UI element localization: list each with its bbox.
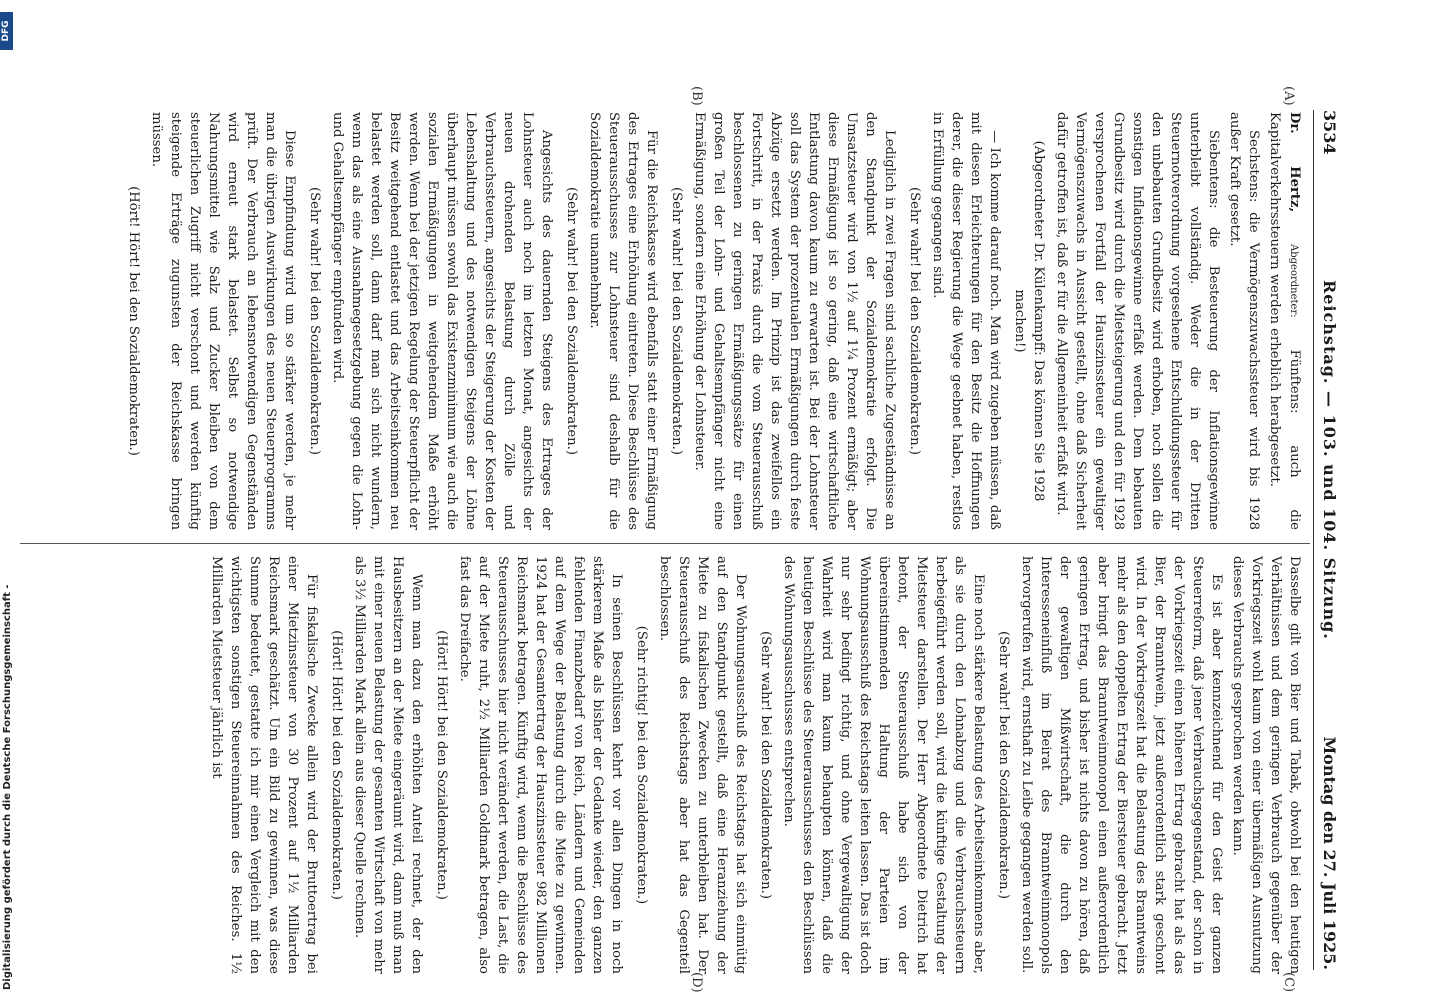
interjection: (Sehr wahr! bei den Sozialdemokraten.) [307,187,322,455]
left-column [34,112,1304,530]
interjection: (Sehr wahr! bei den Sozialdemokraten.) [669,187,684,455]
document-page [14,0,1434,1000]
interjection: (Sehr wahr! bei den Sozialdemokraten.) [996,631,1011,899]
paragraph: Dasselbe gilt von Bier und Tabak, obwohl bei den heutigen Verhältnissen und dem geringen Verbrauch gegenüber der Vorkriegszeit wohl kaum von einer übermäßigen Ausnutzung dieses Verbrauchs gesprochen werden kann. [1230,556,1302,974]
paragraph: Eine noch stärkere Belastung des Arbeitseinkommens aber, als sie durch den Lohnabzug und die Verbrauchssteuern herbeigeführt werden soll, wird die künftige Gestaltung der Mietsteuer darstellen. Der Herr Abgeordnete Dietrich hat betont, der Steuerausschuß habe sich von der übereinstimmenden Haltung der Parteien im Wohnungsausschuß des Reichstags leiten lassen. Das ist doch nur sehr bedingt richtig, und ohne Vergewaltigung der Wahrheit wird man kaum behaupten können, daß die heutigen Beschlüsse des Steuerausschusses den Beschlüssen des Wohnungsausschusses entsprechen. [781,556,986,974]
running-title: Reichstag. — 103. und 104. Sitzung. [1320,280,1339,640]
speaker-line [1265,112,1304,530]
paragraph: Für die Reichskasse wird ebenfalls statt einer Ermäßigung des Ertrages eine Erhöhung eintreten. Diese Beschlüsse des Steuerausschusses zur Lohnsteuer sind deshalb für die Sozialdemokratie unannehmbar. [587,112,659,530]
paragraph: In seinen Beschlüssen kehrt vor allen Dingen in noch stärkerem Maße als bisher der Gedanke wieder, den ganzen fehlenden Finanzbedarf von Reich, Ländern und Gemeinden auf dem Wege der Belastung durch die Miete zu gewinnen. 1924 hat der Gesamtertrag der Hauszinssteuer 982 Millionen Reichsmark betragen. Künftig wird, wenn die Beschlüsse des Steuerausschusses hier nicht verändert werden, die Last, die auf der Miete ruht, 2½ Milliarden Goldmark betragen, also fast das Dreifache. [457,556,624,974]
margin-mark-b: (B) [689,86,704,106]
page-number: 3534 [1320,110,1339,155]
speaker-note: Abgeordneter: [1288,244,1299,318]
interjection: (Hört! Hört! bei den Sozialdemokraten.) [126,186,141,456]
right-column [34,556,1304,974]
interjection: (Sehr wahr! bei den Sozialdemokraten.) [564,187,579,455]
paragraph: Siebentens: die Besteuerung der Inflationsgewinne unterbleibt vollständig. Weder die in der Dritten Steuernotverordnung vorgesehene Entschuldungssteuer für den unbebauten Grundbesitz wird erhoben, noch sollen die sonstigen Inflationsgewinne erfaßt werden. Dem bebauten Grundbesitz wird durch die Mietsteigerung und den für 1928 versprochenen Fortfall der Hauszinssteuer ein gewaltiger Vermögenszuwachs in Aussicht gestellt, ohne daß Sicherheit dafür getroffen ist, daß er für die Allgemeinheit erfaßt wird. [1054,112,1221,530]
paragraph: Fünftens: auch die Kapitalverkehrssteuern werden erheblich herabgesetzt. [1267,112,1302,530]
margin-mark-a: (A) [1281,86,1296,106]
interjection: (Abgeordneter Dr. Külenkampff: Das können Sie 1928 machen!) [1012,140,1046,502]
dfg-logo: DFG [0,12,13,50]
header-rule [1313,110,1314,970]
column-divider [20,543,1310,544]
interjection: (Sehr richtig! bei den Sozialdemokraten.) [634,625,649,905]
interjection: (Hört! Hört! bei den Sozialdemokraten.) [434,630,449,900]
paragraph: Es ist aber kennzeichnend für den Geist der ganzen Steuerreform, daß jener Verbrauchsgegenstand, der schon in der Vorkriegszeit einen höheren Ertrag gebracht hat als das Bier, der Branntwein, jetzt außerordentlich stark geschont wird. In der Vorkriegszeit hat die Belastung des Branntweins mehr als den doppelten Ertrag der Biersteuer gebracht. Jetzt aber bringt das Branntweinmonopol einen außerordentlich geringen Ertrag, und bisher ist nichts davon zu hören, daß der gewaltigen Mißwirtschaft, die durch den Interesseneinfluß im Beirat des Branntweinmonopols hervorgerufen wird, ernsthaft zu Leibe gegangen werden soll. [1019,556,1224,974]
paragraph: Wenn man dazu den erhöhten Anteil rechnet, der den Hausbesitzern an der Miete eingeräumt wird, dann muß man mit einer neuen Belastung der gesamten Wirtschaft von mehr als 3½ Milliarden Mark allein aus dieser Quelle rechnen. [352,556,424,974]
paragraph: Für fiskalische Zwecke allein wird der Bruttoertrag bei einer Mietzinssteuer von 30 Prozent auf 1½ Milliarden Reichsmark geschätzt. Um ein Bild zu gewinnen, was diese Summe bedeutet, gestatte ich mir einen Vergleich mit den wichtigsten sonstigen Steuereinnahmen des Reiches. 1½ Milliarden Mietsteuer jährlich ist [209,556,319,974]
interjection: (Hört! Hört! bei den Sozialdemokraten.) [329,630,344,900]
session-date: Montag den 27. Juli 1925. [1320,736,1339,970]
margin-mark-d: (D) [689,972,704,993]
digitization-credit: Digitalisierung gefördert durch die Deutsche Forschungsgemeinschaft - [2,584,13,990]
paragraph: Sechstens: die Vermögenszuwachssteuer wird bis 1928 außer Kraft gesetzt. [1227,112,1261,530]
interjection: (Sehr wahr! bei den Sozialdemokraten.) [758,631,773,899]
paragraph: Der Wohnungsausschuß des Reichstags hat sich einmütig auf den Standpunkt gestellt, daß eine Heranziehung der Miete zu fiskalischen Zwecken zu unterbleiben hat. Der Steuerausschuß des Reichstags aber hat das Gegenteil beschlossen. [657,556,748,974]
paragraph: Lediglich in zwei Fragen sind sachliche Zugeständnisse an den Standpunkt der Sozialdemokratie erfolgt. Die Umsatzsteuer wird von 1½ auf 1¼ Prozent ermäßigt; aber diese Ermäßigung ist so gering, daß eine wirtschaftliche Entlastung davon kaum zu erwarten ist. Bei der Lohnsteuer soll das System der prozentualen Ermäßigungen durch feste Abzüge ersetzt werden. Im Prinzip ist das zweifellos ein Fortschritt, in der Praxis durch die vom Steuerausschuß beschlossenen zu geringen Ermäßigungssätze für einen großen Teil der Lohn- und Gehaltsempfänger nicht eine Ermäßigung, sondern eine Erhöhung der Lohnsteuer. [692,112,897,530]
margin-mark-c: (C) [1281,972,1296,993]
paragraph: — Ich komme darauf noch. Man wird zugeben müssen, daß mit diesen Erleichterungen für den Besitz die Hoffnungen derer, die dieser Regierung die Wege geebnet haben, restlos in Erfüllung gegangen sind. [930,112,1002,530]
paragraph: Angesichts des dauernden Steigens des Ertrages der Lohnsteuer auch noch im letzten Monat, angesichts der neuen drohenden Belastung durch Zölle und Verbrauchssteuern, angesichts der Steigerung der Kosten der Lebenshaltung und des notwendigen Steigens der Löhne überhaupt müssen sowohl das Existenzminimum wie auch die sozialen Ermäßigungen in weitgehendem Maße erhöht werden. Wenn bei der jetzigen Regelung der Steuerpflicht der Besitz weitgehend entlastet und das Arbeitseinkommen neu belastet werden soll, dann darf man sich nicht wundern, wenn das als eine Ausnahmegesetzgebung gegen die Lohn- und Gehaltsempfänger empfunden wird. [330,112,554,530]
page-header [1316,110,1342,970]
credit-strip [0,0,14,1000]
interjection: (Sehr wahr! bei den Sozialdemokraten.) [907,187,922,455]
speaker-name: Dr. Hertz, [1287,112,1302,213]
paragraph: Diese Empfindung wird um so stärker werden, je mehr man die übrigen Auswirkungen des neuen Steuerprogramms prüft. Der Verbrauch an lebensnotwendigen Gegenständen wird erneut stark belastet. Selbst so notwendige Nahrungsmittel wie Salz und Zucker bleiben von dem steuerlichen Zugriff nicht verschont und werden künftig steigende Erträge zugunsten der Reichskasse bringen müssen. [149,112,297,530]
